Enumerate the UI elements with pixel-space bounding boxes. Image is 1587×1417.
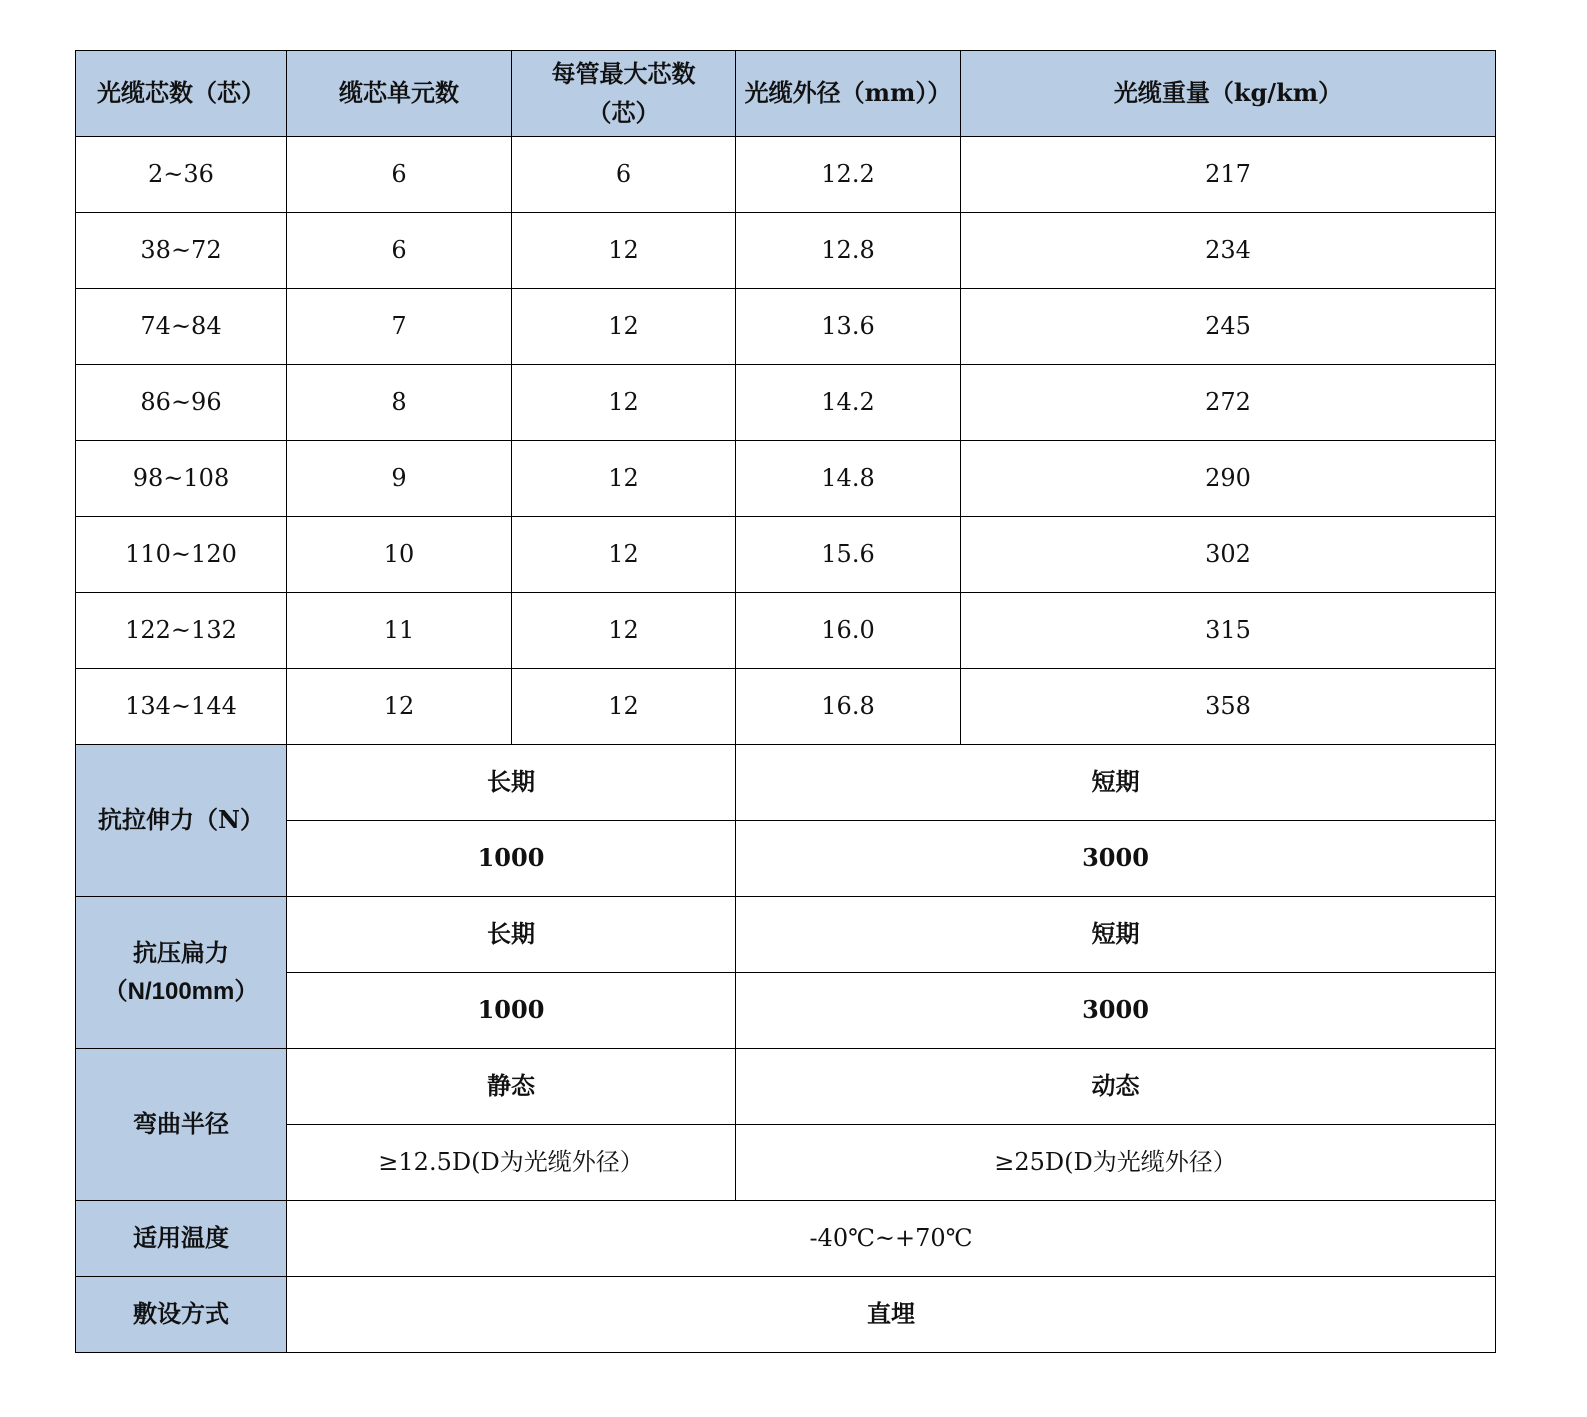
tensile-row-values bbox=[76, 821, 1496, 897]
crush-label-line2: （N/100mm） bbox=[103, 977, 259, 1005]
cell-diameter: 15.6 bbox=[736, 517, 961, 593]
tensile-long-term-label: 长期 bbox=[287, 745, 736, 821]
cell-unit-count: 10 bbox=[287, 517, 512, 593]
bend-label: 弯曲半径 bbox=[76, 1049, 287, 1201]
tensile-label: 抗拉伸力（N） bbox=[76, 745, 287, 897]
laying-label: 敷设方式 bbox=[76, 1277, 287, 1353]
table-row bbox=[76, 289, 1496, 365]
cell-weight: 245 bbox=[961, 289, 1496, 365]
crush-short-term-label: 短期 bbox=[736, 897, 1496, 973]
cell-unit-count: 7 bbox=[287, 289, 512, 365]
header-cable-diameter: 光缆外径（mm）） bbox=[736, 51, 961, 137]
cell-diameter: 14.8 bbox=[736, 441, 961, 517]
table-row bbox=[76, 669, 1496, 745]
table-row bbox=[76, 441, 1496, 517]
cell-weight: 302 bbox=[961, 517, 1496, 593]
cell-max-per-tube: 12 bbox=[512, 669, 736, 745]
bend-dynamic-label: 动态 bbox=[736, 1049, 1496, 1125]
temperature-value: -40℃~+70℃ bbox=[287, 1201, 1496, 1277]
tensile-row-labels bbox=[76, 745, 1496, 821]
header-max-fibers-per-tube bbox=[512, 51, 736, 137]
cell-unit-count: 6 bbox=[287, 137, 512, 213]
cell-fiber-count: 74~84 bbox=[76, 289, 287, 365]
cell-fiber-count: 2~36 bbox=[76, 137, 287, 213]
cell-unit-count: 9 bbox=[287, 441, 512, 517]
tensile-short-term-value: 3000 bbox=[736, 821, 1496, 897]
cell-weight: 234 bbox=[961, 213, 1496, 289]
cell-unit-count: 8 bbox=[287, 365, 512, 441]
crush-long-term-value: 1000 bbox=[287, 973, 736, 1049]
cell-unit-count: 11 bbox=[287, 593, 512, 669]
cell-diameter: 12.8 bbox=[736, 213, 961, 289]
cell-weight: 272 bbox=[961, 365, 1496, 441]
header-row bbox=[76, 51, 1496, 137]
cell-weight: 358 bbox=[961, 669, 1496, 745]
laying-value: 直埋 bbox=[287, 1277, 1496, 1353]
cell-weight: 315 bbox=[961, 593, 1496, 669]
bend-static-value: ≥12.5D(D为光缆外径） bbox=[287, 1125, 736, 1201]
header-fiber-count: 光缆芯数（芯） bbox=[76, 51, 287, 137]
cell-max-per-tube: 6 bbox=[512, 137, 736, 213]
crush-short-term-value: 3000 bbox=[736, 973, 1496, 1049]
cell-max-per-tube: 12 bbox=[512, 593, 736, 669]
bend-row-labels bbox=[76, 1049, 1496, 1125]
cell-diameter: 16.8 bbox=[736, 669, 961, 745]
cell-fiber-count: 86~96 bbox=[76, 365, 287, 441]
crush-row-values bbox=[76, 973, 1496, 1049]
cell-weight: 290 bbox=[961, 441, 1496, 517]
crush-long-term-label: 长期 bbox=[287, 897, 736, 973]
table-row bbox=[76, 593, 1496, 669]
header-max-fibers-line1: 每管最大芯数 bbox=[551, 59, 696, 89]
cell-diameter: 12.2 bbox=[736, 137, 961, 213]
cell-max-per-tube: 12 bbox=[512, 517, 736, 593]
cell-diameter: 16.0 bbox=[736, 593, 961, 669]
cable-spec-table bbox=[75, 50, 1496, 1353]
cell-diameter: 14.2 bbox=[736, 365, 961, 441]
tensile-long-term-value: 1000 bbox=[287, 821, 736, 897]
table-row bbox=[76, 365, 1496, 441]
header-unit-count: 缆芯单元数 bbox=[287, 51, 512, 137]
crush-label bbox=[76, 897, 287, 1049]
table-row bbox=[76, 213, 1496, 289]
header-cable-weight: 光缆重量（kg/km） bbox=[961, 51, 1496, 137]
bend-dynamic-value: ≥25D(D为光缆外径） bbox=[736, 1125, 1496, 1201]
cell-fiber-count: 134~144 bbox=[76, 669, 287, 745]
cell-fiber-count: 110~120 bbox=[76, 517, 287, 593]
cell-max-per-tube: 12 bbox=[512, 365, 736, 441]
temperature-label: 适用温度 bbox=[76, 1201, 287, 1277]
laying-row bbox=[76, 1277, 1496, 1353]
crush-label-line1: 抗压扁力 bbox=[133, 938, 229, 968]
cell-max-per-tube: 12 bbox=[512, 289, 736, 365]
cell-diameter: 13.6 bbox=[736, 289, 961, 365]
table-row bbox=[76, 137, 1496, 213]
table-row bbox=[76, 517, 1496, 593]
cell-fiber-count: 38~72 bbox=[76, 213, 287, 289]
crush-row-labels bbox=[76, 897, 1496, 973]
bend-static-label: 静态 bbox=[287, 1049, 736, 1125]
cell-max-per-tube: 12 bbox=[512, 213, 736, 289]
cell-weight: 217 bbox=[961, 137, 1496, 213]
header-max-fibers-line2: （芯） bbox=[587, 97, 660, 127]
cell-fiber-count: 98~108 bbox=[76, 441, 287, 517]
cell-unit-count: 6 bbox=[287, 213, 512, 289]
tensile-short-term-label: 短期 bbox=[736, 745, 1496, 821]
cell-max-per-tube: 12 bbox=[512, 441, 736, 517]
cell-fiber-count: 122~132 bbox=[76, 593, 287, 669]
cell-unit-count: 12 bbox=[287, 669, 512, 745]
temperature-row bbox=[76, 1201, 1496, 1277]
bend-row-values bbox=[76, 1125, 1496, 1201]
